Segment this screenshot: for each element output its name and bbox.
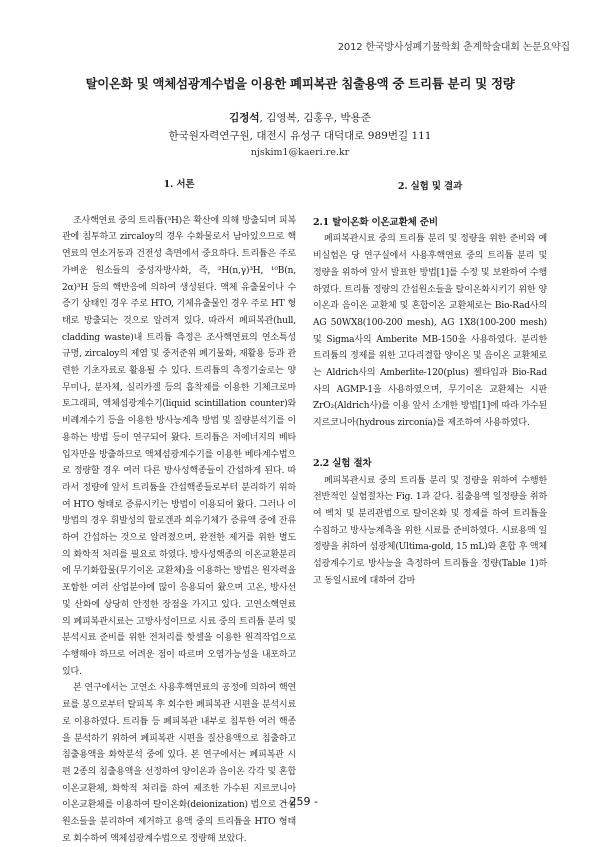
subsection-2-2-paragraph: 폐피복관시료 중의 트리튬 분리 및 정량을 위하여 수행한 전반적인 실험절차는 Fig. 1과 같다. 침출용액 일정량을 취하여 벡치 및 분리관법으로 탈이온화 및 정제를 하여 트리튬을 수집하고 방사능계측을 위한 시료를 준비하였다. 시료용액 일정량을 취하여 섬광체(Ultima-gold, 15 mL)와 혼합 후 액체섬광계수기로 방사능을 측정하여 트리튬을 정량(Table 1)하고 동일시료에 대하여 감마 (313, 475, 548, 586)
email-address[interactable]: njskim1@kaeri.re.kr (250, 147, 350, 158)
co-authors: , 김영복, 김홍우, 박용준 (259, 112, 371, 124)
lead-author: 김정석 (229, 112, 260, 124)
subsection-2-2-heading: 2.2 실험 절차 (313, 457, 372, 469)
page-number: - 259 - (282, 795, 318, 808)
paper-title: 탈이온화 및 액체섬광계수법을 이용한 폐피복관 침출용액 중 트리튬 분리 및 정량 (85, 76, 515, 91)
author-line (0, 110, 600, 125)
intro-paragraph-1: 조사핵연료 중의 트리튬(³H)은 확산에 의해 방출되며 피복관에 침투하고 zircaloy의 경우 수화물로서 남아있으므로 핵연료의 연소거동과 건전성 측면에서 중요하다. 트리튬은 주로 가벼운 원소들의 중성자방사화, 즉, ²H(n,γ)³H, ¹⁰B(n, 2α)³H 등의 핵반응에 의하여 생성된다. 액체 유출물이나 수증기 상태인 경우 주로 HTO, 기체유출물인 경우 주로 HT 형태로 방출되는 것으로 알려져 있다. 따라서 폐피복관(hull, cladding waste)내 트리튬 측정은 조사핵연료의 연소특성 규명, zircaloy의 제염 및 중저준위 폐기물화, 재활용 등과 관련한 기초자료로 활용될 수 있다. 트리튬의 측정기술로는 양무미나, 분자체, 실리카겔 등의 흡착제를 이용한 기체크로마토그래피, 액체섬광계수기(liquid scintillation counter)와 비례계수기 등을 이용한 방사능계측 방법 및 질량분석기를 이용하는 방법 등이 연구되어 왔다. 트리튬은 저에너지의 베타입자만을 방출하므로 액체섬광계수기를 이용한 베타계수법으로 정량할 경우 여러 다른 방사성핵종들이 간섭하게 된다. 따라서 정량에 앞서 트리튬을 간섭핵종들로부터 분리하기 위하여 HTO 형태로 증류시키는 방법이 이용되어 왔다. 그러나 이 방법의 경우 휘발성의 할로겐과 희유기체가 증류액 중에 잔류하여 간섭하는 것으로 알려졌으며, 완전한 제거를 위한 별도의 화학적 처리를 필요로 하였다. 방사성핵종의 이온교환분리에 무기화합물(무기이온 교환체)을 이용하는 방법은 원자력을 포함한 여러 산업분야에 많이 응용되어 왔으며 고온, 방사선 및 산화에 상당히 안정한 장점을 가지고 있다. 고연소핵연료의 폐피복관시료는 고방사성이므로 시료 중의 트리튬 분리 및 분석시료 준비를 위한 전처리를 핫셀을 이용한 원격작업으로 수행해야 하므로 어려운 점이 따르며 오염가능성을 내포하고 있다. (62, 215, 296, 677)
conference-header: 2012 한국방사성폐기물학회 춘계학술대회 논문요약집 (337, 42, 570, 53)
intro-paragraph-2-start: 본 연구에서는 고연소 사용후핵연료의 공정에 의하여 핵연료를 봉으로부터 탈피복 후 회수한 폐피복관 시편을 분석시료로 이용하였다. 트리튬 등 폐피복관 내부로 침투한 여러 핵종을 분석하기 위하여 폐피복관 시편을 질산용액으로 침출하고 침출용액을 화학분석 중에 있다. 본 연구에서는 폐피복관 시편 2종의 침출용액을 선정하여 양이온과 음이온 각각 및 혼합 이온교환체, 화학적 처리를 하여 제조한 가수된 지르코니아 이온교환체를 이용하여 탈이온화(deionization) 법으로 간섭원소들을 분리하여 제거하고 용액 중의 트리튬을 HTO 형태로 회수하여 액체섬광계수법으로 정량해 보았다. (62, 683, 296, 844)
left-column (62, 177, 296, 844)
right-column (313, 179, 547, 589)
subsection-2-1-paragraph: 폐피복관시료 중의 트리튬 분리 및 정량을 위한 준비와 예비실험은 당 연구실에서 사용후핵연료 중의 트리튬 분리 및 정량을 위하여 앞서 발표한 방법[1]를 수정 및 보완하여 수행하였다. 트리튬 정량의 간섭원소들을 탈이온화시키기 위한 양이온과 음이온 교환체 및 혼합이온 교환체로는 Bio-Rad사의 AG 50WX8(100-200 mesh), AG 1X8(100-200 mesh) 및 Sigma사의 Amberite MB-150을 사용하였다. 분리한 트리튬의 정제를 위한 고다리결합 양이온 및 음이온 교환체로는 Aldrich사의 Amberlite-120(plus) 젤타입과 Bio-Rad사의 AGMP-1을 사용하였으며, 무기이온 교환체는 시판 ZrO₂(Aldrich사)를 이용 앞서 소개한 방법[1]에 따라 가수된 지르코니아(hydrous zirconia)를 제조하여 사용하였다. (313, 234, 547, 429)
results-heading: 2. 실험 및 결과 (397, 181, 463, 192)
intro-heading: 1. 서론 (163, 179, 195, 190)
affiliation: 한국원자력연구원, 대전시 유성구 대덕대로 989번길 111 (168, 130, 432, 142)
subsection-2-1-heading: 2.1 탈이온화 이온교환체 준비 (313, 216, 438, 228)
